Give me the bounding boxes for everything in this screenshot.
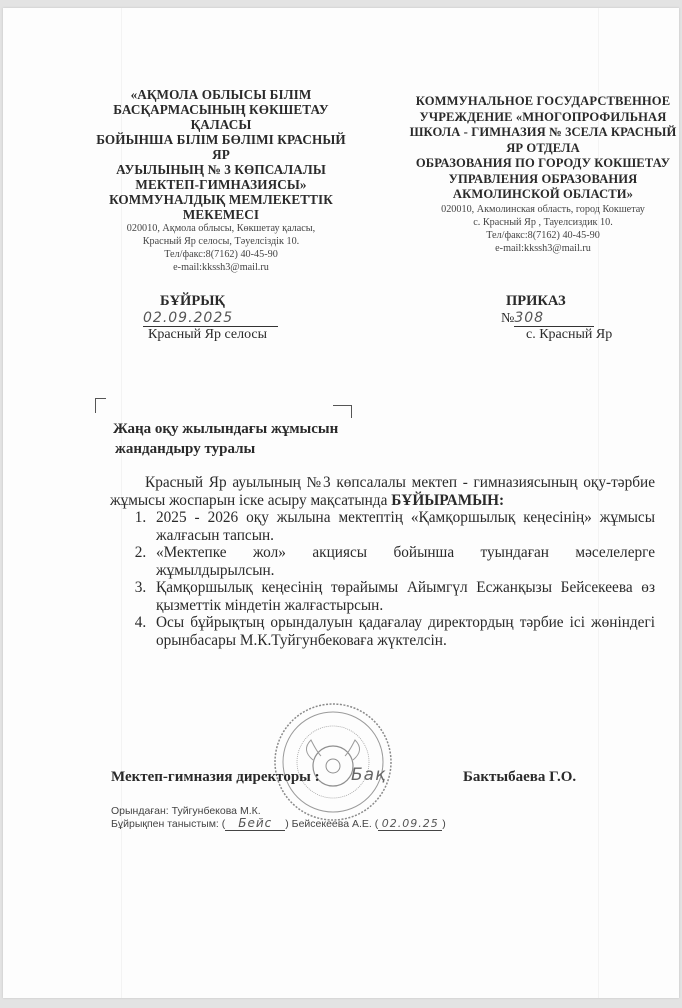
intro-paragraph <box>110 474 655 509</box>
org-line: «АҚМОЛА ОБЛЫСЫ БІЛІМ <box>130 87 312 102</box>
org-line: АУЫЛЫНЫҢ № 3 КӨПСАЛАЛЫ <box>116 162 326 177</box>
org-line: ОБРАЗОВАНИЯ ПО ГОРОДУ КОКШЕТАУ <box>415 156 671 170</box>
header-left-kazakh <box>91 87 351 274</box>
header-right-russian <box>405 94 681 255</box>
order-date: 02.09.2025 <box>143 310 278 327</box>
emblem-center-icon <box>326 759 340 773</box>
close-paren: ) <box>442 818 446 830</box>
acquainted-line <box>111 816 446 831</box>
order-title-ru: ПРИКАЗ <box>506 293 566 309</box>
official-seal-stamp <box>271 700 395 824</box>
order-title-kz: БҰЙРЫҚ <box>160 293 225 309</box>
director-name: Бактыбаева Г.О. <box>463 769 577 785</box>
phone-line: Тел/факс:8(7162) 40-45-90 <box>486 229 600 241</box>
executor-line: Орындаған: Туйгунбекова М.К. <box>111 805 261 817</box>
address-line: с. Красный Яр , Тауелсиздик 10. <box>473 216 613 228</box>
org-line: ЯР <box>212 147 230 162</box>
org-line: БОЙЫНША БІЛІМ БӨЛІМІ КРАСНЫЙ <box>96 132 346 147</box>
org-line: ҚАЛАСЫ <box>190 117 252 132</box>
order-number: 308 <box>514 310 594 327</box>
org-line: БАСҚАРМАСЫНЫҢ КӨКШЕТАУ <box>113 102 329 117</box>
subject-bracket-right <box>333 405 352 418</box>
emblem-wings-icon <box>306 740 359 760</box>
order-item: 3. Қамқоршылық кеңесінің төрайымы Айымгүл Есжанқызы Бейсекеева өз қызметтік міндетін жалғастырсын. <box>150 579 655 614</box>
order-right-block <box>501 293 613 343</box>
director-signature: Бақ <box>351 765 387 785</box>
acquainted-signature: Бейс <box>225 816 285 831</box>
acquainted-date: 02.09.25 <box>378 817 442 831</box>
org-line: КОММУНАЛЬНОЕ ГОСУДАРСТВЕННОЕ <box>415 94 671 108</box>
order-item: 1. 2025 - 2026 оқу жылына мектептің «Қамқоршылық кеңесінің» жұмысы жалғасын тапсын. <box>150 509 655 544</box>
order-keyword: БҰЙЫРАМЫН: <box>391 491 505 509</box>
subject-bracket-left <box>95 398 106 413</box>
acquainted-label: Бұйрықпен таныстым: ( <box>111 818 226 830</box>
order-body <box>110 474 655 649</box>
order-left-block <box>143 293 278 343</box>
acquainted-name: ) Бейсекеева А.Е. ( <box>285 818 379 830</box>
org-line: МЕКТЕП-ГИМНАЗИЯСЫ» <box>135 177 307 192</box>
org-line: КОММУНАЛДЫҚ МЕМЛЕКЕТТІК <box>109 192 333 207</box>
subject-line: жандандыру туралы <box>115 441 256 457</box>
order-place-kz: Красный Яр селосы <box>148 327 268 342</box>
address-line: 020010, Ақмола облысы, Көкшетау қаласы, <box>126 223 316 234</box>
order-subject <box>113 419 338 459</box>
seal-inner-ring <box>283 712 383 812</box>
org-line: АКМОЛИНСКОЙ ОБЛАСТИ» <box>452 187 634 201</box>
address-line: 020010, Акмолинская область, город Кокшетау <box>441 203 645 215</box>
email-line: e-mail:kkssh3@mail.ru <box>495 242 591 254</box>
email-line: e-mail:kkssh3@mail.ru <box>173 262 269 273</box>
address-line: Красный Яр селосы, Тәуелсіздік 10. <box>142 236 300 247</box>
subject-line: Жаңа оқу жылындағы жұмысын <box>113 421 339 437</box>
org-line: УЧРЕЖДЕНИЕ «МНОГОПРОФИЛЬНАЯ <box>419 109 667 124</box>
phone-line: Тел/факс:8(7162) 40-45-90 <box>164 249 278 260</box>
order-item: 4. Осы бұйрықтың орындалуын қадағалау директордың тәрбие ісі жөніндегі орынбасары М.К.Туйгунбековаға жүктелсін. <box>150 614 655 649</box>
order-items <box>110 509 655 649</box>
org-line: УПРАВЛЕНИЯ ОБРАЗОВАНИЯ <box>448 171 638 186</box>
org-line: ЯР ОТДЕЛА <box>506 140 580 155</box>
seal-outer-ring <box>275 704 391 820</box>
intro-text: Красный Яр ауылының №3 көпсалалы мектеп - гимназиясының оқу-тәрбие жұмысы жоспарын іске асыру мақсатында <box>110 474 655 509</box>
director-signature-label: Мектеп-гимназия директоры : <box>111 769 320 785</box>
seal-text-ring <box>297 726 369 798</box>
order-item: 2. «Мектепке жол» акциясы бойынша туындаған мәселелерге жұмылдырылсын. <box>150 544 655 579</box>
order-place-ru: с. Красный Яр <box>526 327 613 342</box>
document-page <box>3 8 679 998</box>
number-prefix: № <box>501 311 515 326</box>
org-line: ШКОЛА - ГИМНАЗИЯ № 3СЕЛА КРАСНЫЙ <box>409 125 677 139</box>
org-line: МЕКЕМЕСІ <box>182 207 260 222</box>
